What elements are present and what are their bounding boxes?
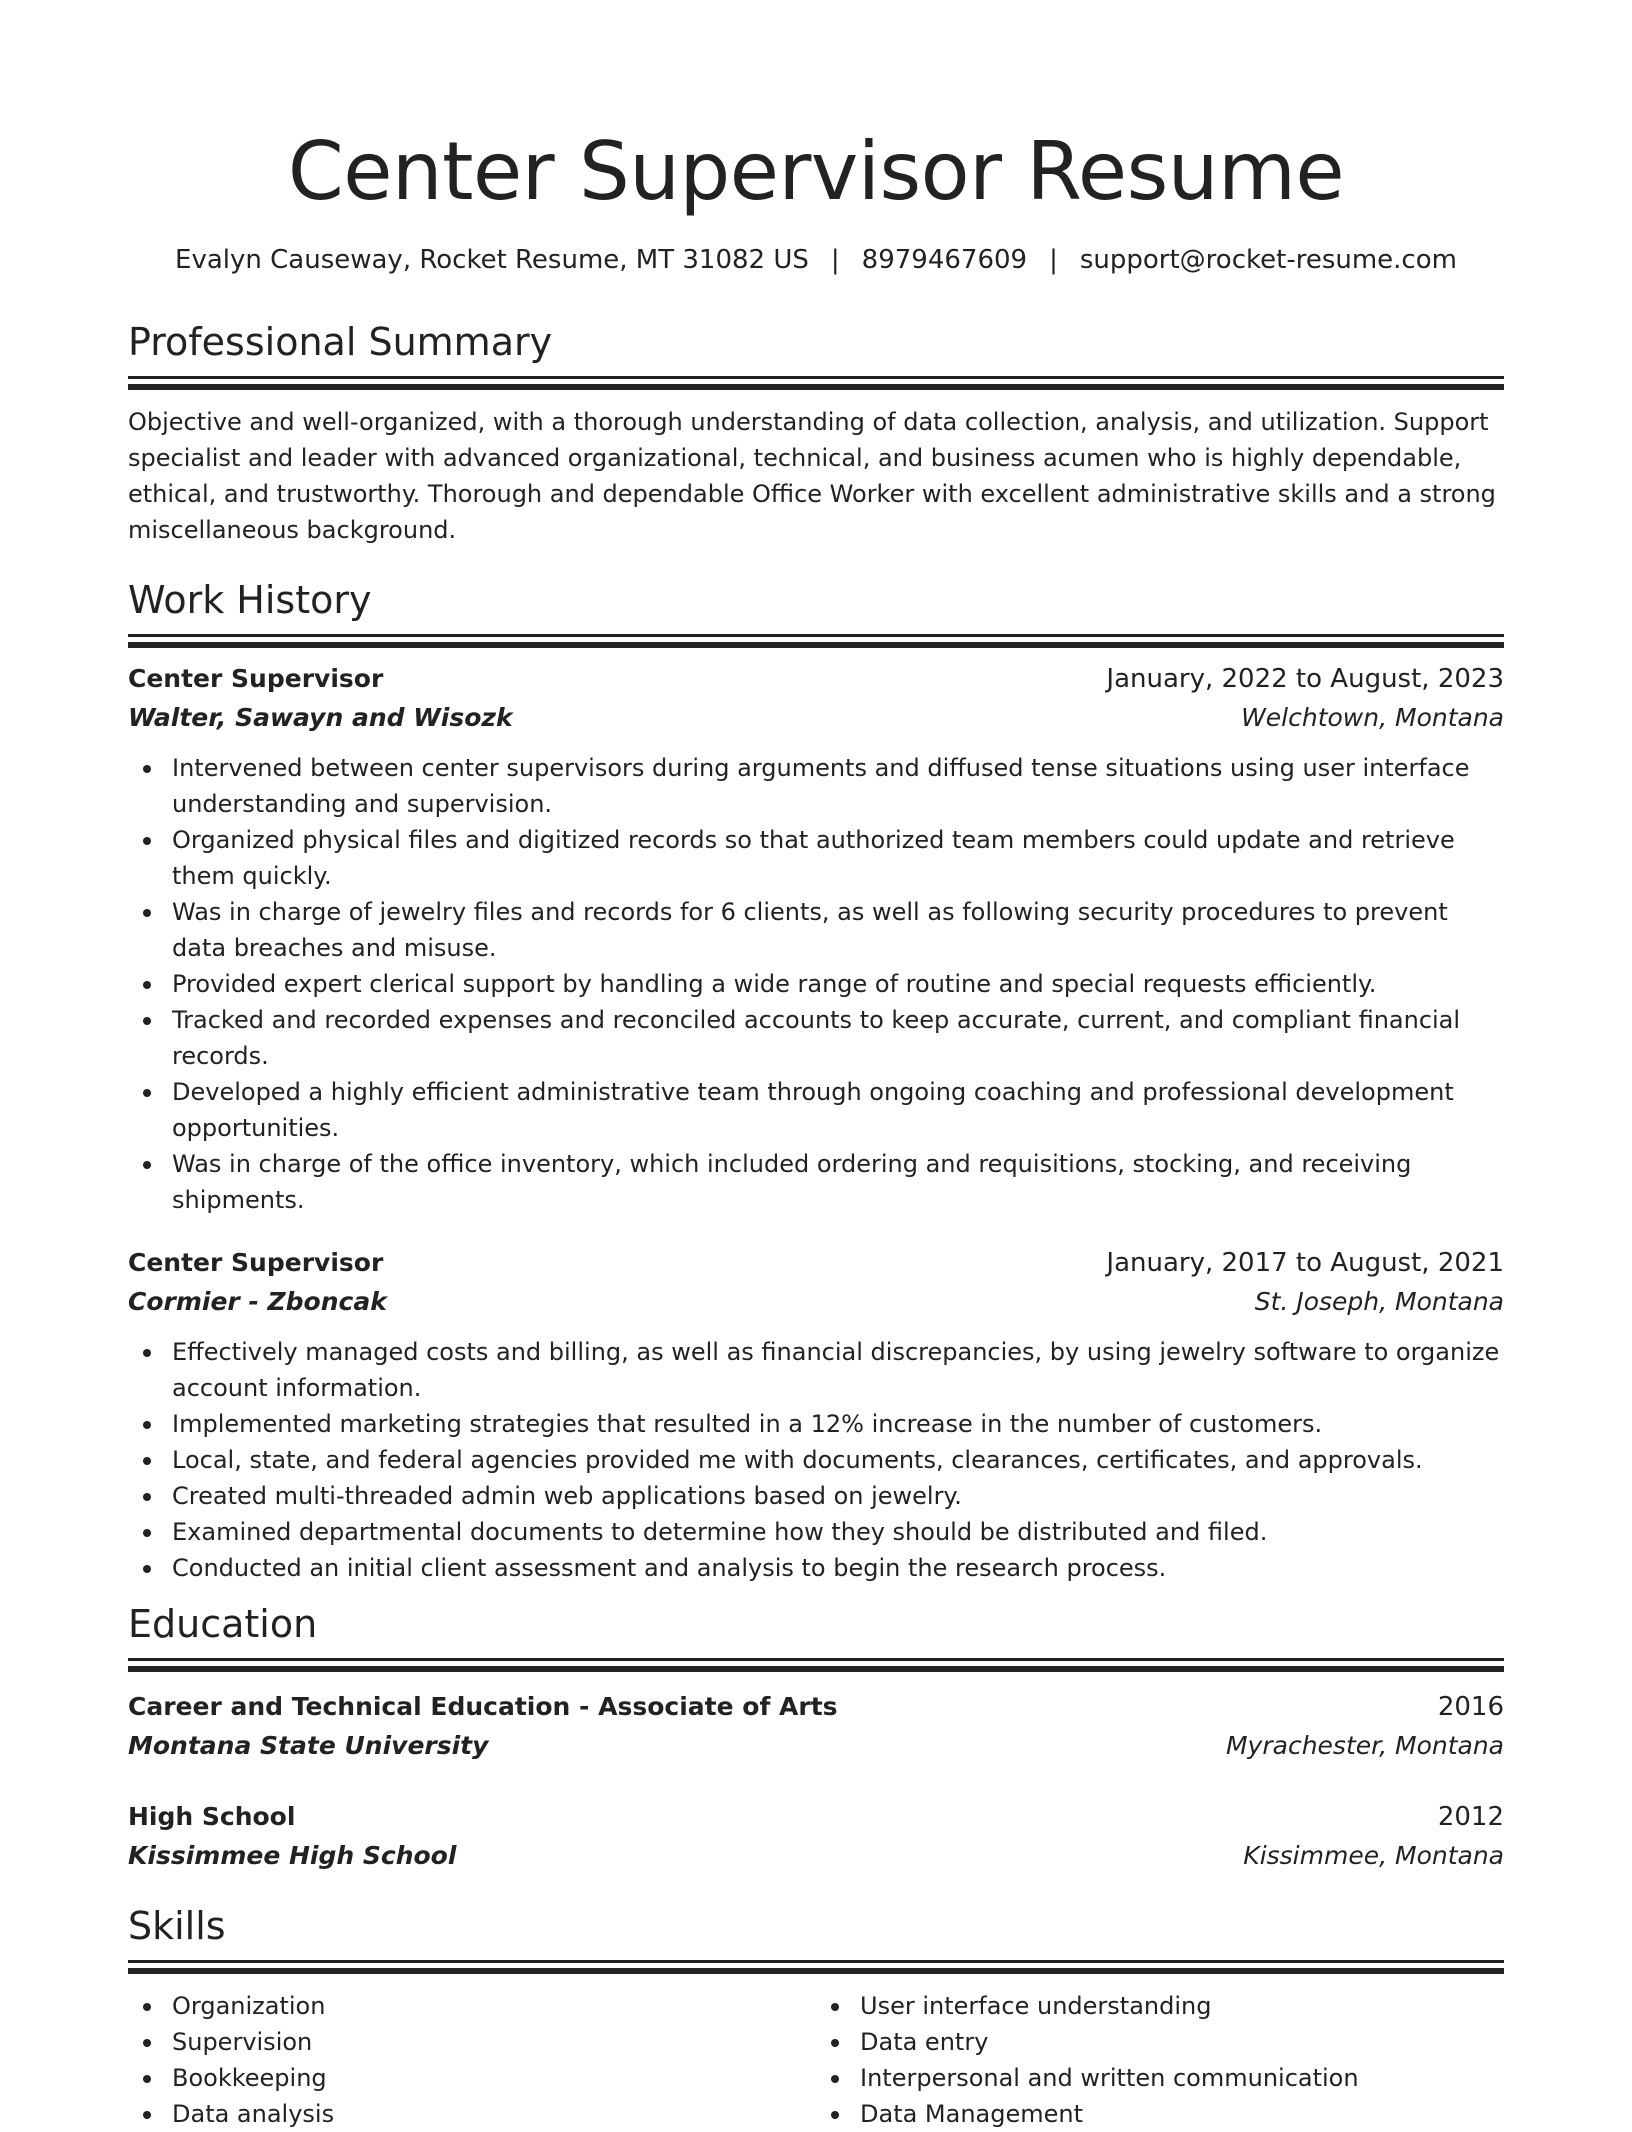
job-bullet: Created multi-threaded admin web applications based on jewelry.	[172, 1478, 1504, 1514]
education-location: Kissimmee, Montana	[1243, 1841, 1504, 1870]
work-history-heading: Work History	[128, 578, 372, 622]
education-degree: Career and Technical Education - Associate of Arts	[128, 1692, 838, 1721]
skills-heading: Skills	[128, 1904, 226, 1948]
section-divider	[128, 642, 1504, 648]
summary-heading: Professional Summary	[128, 320, 553, 364]
resume-title: Center Supervisor Resume	[287, 125, 1345, 218]
job-bullet: Conducted an initial client assessment and analysis to begin the research process.	[172, 1550, 1504, 1586]
section-divider	[128, 1960, 1504, 1963]
contact-separator: |	[830, 245, 840, 275]
skills-column-left	[128, 1988, 816, 2132]
skill-item: Organization	[172, 1988, 816, 2024]
job-bullet: Local, state, and federal agencies provided me with documents, clearances, certificates, and approvals.	[172, 1442, 1504, 1478]
skill-item: Interpersonal and written communication	[860, 2060, 1504, 2096]
job-bullets	[128, 750, 1504, 1218]
skills-column-right	[816, 1988, 1504, 2132]
skill-item: Bookkeeping	[172, 2060, 816, 2096]
section-divider	[128, 1658, 1504, 1661]
job-bullet: Examined departmental documents to determine how they should be distributed and filed.	[172, 1514, 1504, 1550]
job-bullets	[128, 1334, 1504, 1586]
skill-item: Supervision	[172, 2024, 816, 2060]
skill-item: User interface understanding	[860, 1988, 1504, 2024]
job-bullet: Was in charge of the office inventory, which included ordering and requisitions, stocking, and receiving shipments.	[172, 1146, 1504, 1218]
job-bullet: Intervened between center supervisors during arguments and diffused tense situations using user interface understanding and supervision.	[172, 750, 1504, 822]
contact-email[interactable]: support@rocket-resume.com	[1079, 245, 1457, 275]
skill-item: Data analysis	[172, 2096, 816, 2132]
summary-section	[128, 318, 1504, 548]
skills-list	[128, 1988, 1504, 2132]
job-location: St. Joseph, Montana	[1254, 1287, 1504, 1316]
job-bullet: Implemented marketing strategies that resulted in a 12% increase in the number of customers.	[172, 1406, 1504, 1442]
education-degree: High School	[128, 1802, 296, 1831]
education-entry	[128, 1688, 1504, 1766]
job-location: Welchtown, Montana	[1241, 703, 1504, 732]
summary-text: Objective and well-organized, with a thorough understanding of data collection, analysis, and utilization. Support specialist and leader with advanced organizational, technical, and business acumen who is highly dependable, ethical, and trustworthy. Thorough and dependable Office Worker with excellent administrative skills and a strong miscellaneous background.	[128, 408, 1496, 544]
job-bullet: Was in charge of jewelry files and records for 6 clients, as well as following security procedures to prevent data breaches and misuse.	[172, 894, 1504, 966]
education-school: Kissimmee High School	[128, 1841, 457, 1870]
contact-address: Evalyn Causeway, Rocket Resume, MT 31082 US	[175, 245, 809, 275]
education-year: 2012	[1437, 1802, 1504, 1832]
job-entry	[128, 660, 1504, 1218]
job-entry	[128, 1244, 1504, 1586]
job-bullet: Organized physical files and digitized records so that authorized team members could update and retrieve them quickly.	[172, 822, 1504, 894]
skill-item: Data Management	[860, 2096, 1504, 2132]
section-divider	[128, 384, 1504, 390]
section-divider	[128, 1968, 1504, 1974]
contact-line	[128, 242, 1504, 278]
job-bullet: Provided expert clerical support by handling a wide range of routine and special requests efficiently.	[172, 966, 1504, 1002]
work-history-section	[128, 576, 1504, 1586]
job-bullet: Developed a highly efficient administrative team through ongoing coaching and professional development opportunities.	[172, 1074, 1504, 1146]
job-dates: January, 2017 to August, 2021	[1106, 1248, 1504, 1278]
job-bullet: Effectively managed costs and billing, as well as financial discrepancies, by using jewelry software to organize account information.	[172, 1334, 1504, 1406]
job-title: Center Supervisor	[128, 664, 384, 693]
skill-item: Data entry	[860, 2024, 1504, 2060]
skills-section	[128, 1902, 1504, 2132]
education-section	[128, 1600, 1504, 1876]
job-dates: January, 2022 to August, 2023	[1106, 664, 1504, 694]
education-school: Montana State University	[128, 1731, 489, 1760]
section-divider	[128, 634, 1504, 637]
contact-separator: |	[1049, 245, 1058, 275]
section-divider	[128, 1666, 1504, 1672]
job-bullet: Tracked and recorded expenses and reconciled accounts to keep accurate, current, and compliant financial records.	[172, 1002, 1504, 1074]
job-title: Center Supervisor	[128, 1248, 384, 1277]
education-heading: Education	[128, 1602, 318, 1646]
section-divider	[128, 376, 1504, 379]
contact-phone: 8979467609	[861, 245, 1028, 275]
job-company: Walter, Sawayn and Wisozk	[128, 703, 513, 732]
education-location: Myrachester, Montana	[1225, 1731, 1504, 1760]
education-entry	[128, 1798, 1504, 1876]
education-year: 2016	[1437, 1692, 1504, 1722]
job-company: Cormier - Zboncak	[128, 1287, 387, 1316]
